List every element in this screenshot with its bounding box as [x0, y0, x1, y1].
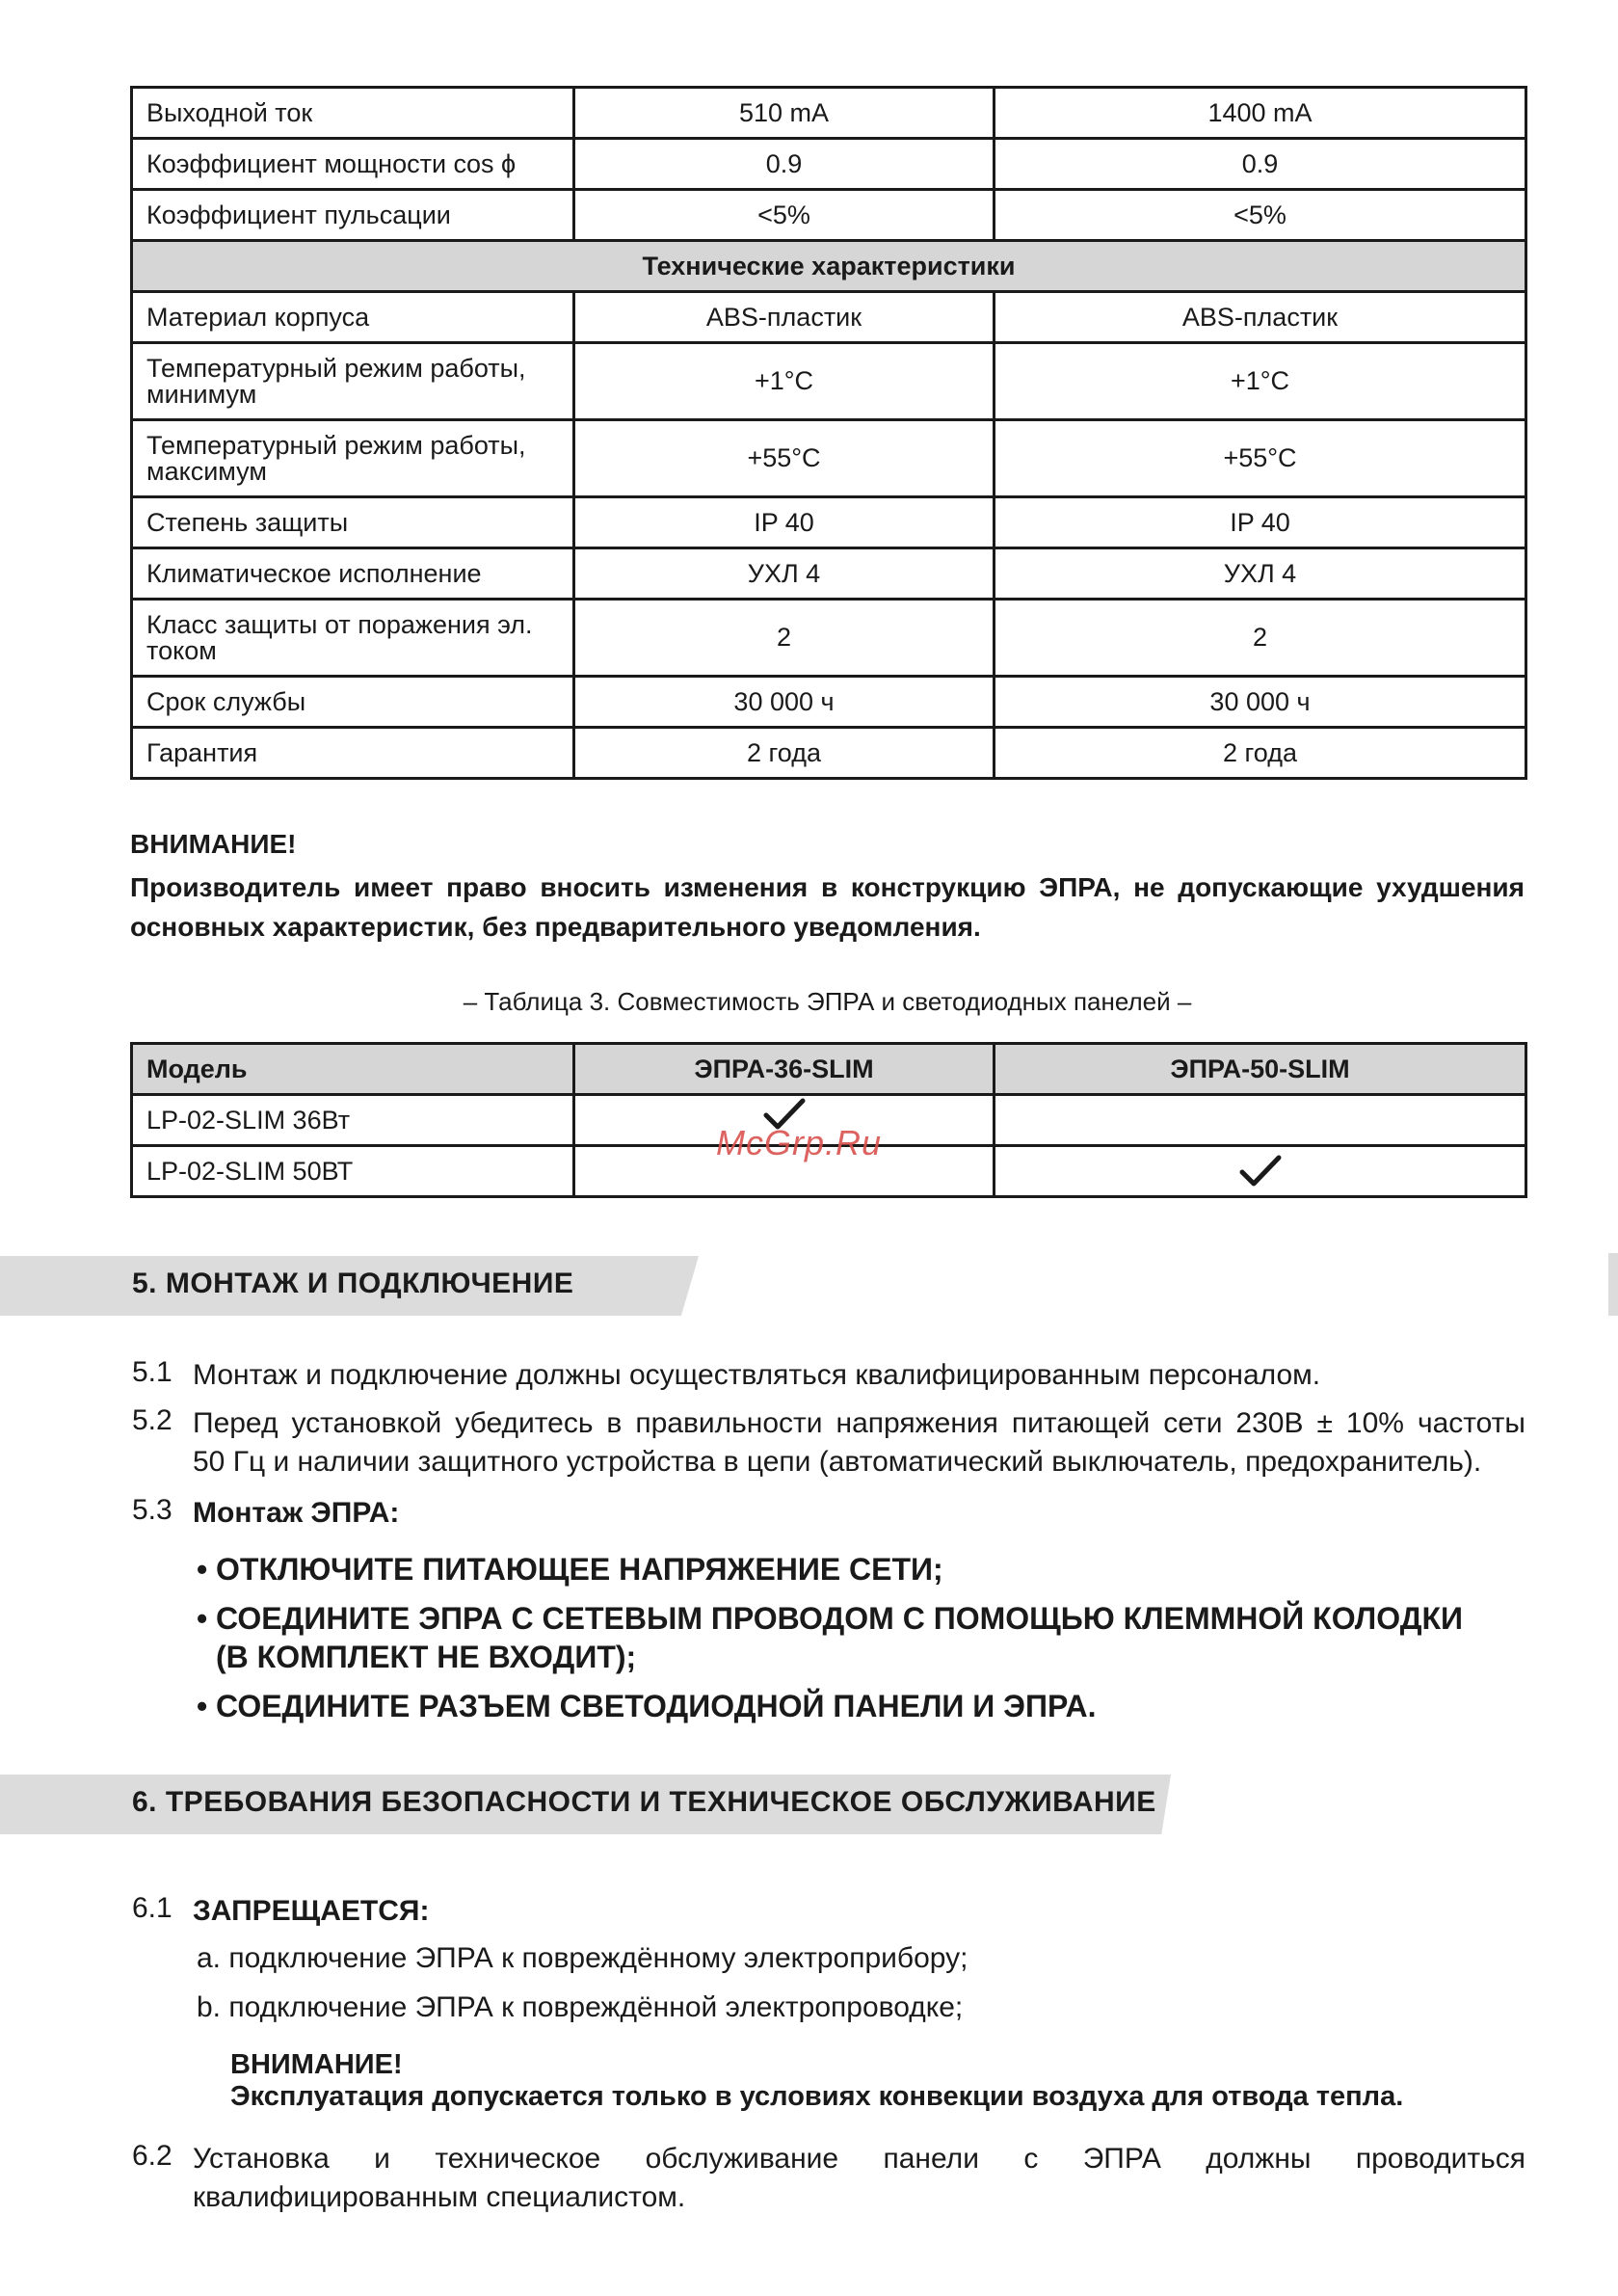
watermark: McGrp.Ru	[716, 1123, 883, 1162]
table-row	[132, 677, 1526, 728]
warning-text: Производитель имеет право вносить изменения в конструкцию ЭПРА, не допускающие ухудшения основных характеристик, без предварительного уведомления.	[130, 872, 1525, 942]
checkmark-icon	[1239, 1155, 1282, 1188]
sub-item: b. подключение ЭПРА к повреждённой электропроводке;	[197, 1991, 964, 2023]
value-cell: УХЛ 4	[574, 548, 995, 600]
table-row	[132, 728, 1526, 779]
value-cell: +1°C	[995, 343, 1526, 420]
bullet-item	[197, 1687, 1096, 1725]
item-number: 5.1	[132, 1356, 172, 1388]
value-cell: <5%	[574, 190, 995, 241]
value-cell: IP 40	[574, 497, 995, 548]
value-cell: 2 года	[574, 728, 995, 779]
item-text: квалифицированным специалистом.	[193, 2181, 686, 2213]
value-cell: 0.9	[574, 139, 995, 190]
table-caption: – Таблица 3. Совместимость ЭПРА и светодиодных панелей –	[463, 987, 1192, 1016]
spec-table	[130, 86, 1527, 780]
table-row	[132, 190, 1526, 241]
section-title: 5. МОНТАЖ И ПОДКЛЮЧЕНИЕ	[132, 1268, 574, 1299]
row-label: Температурный режим работы, максимум	[132, 420, 574, 497]
column-header: Модель	[132, 1044, 574, 1095]
bullet-continuation: (В КОМПЛЕКТ НЕ ВХОДИТ);	[216, 1640, 637, 1674]
row-label: Температурный режим работы, минимум	[132, 343, 574, 420]
row-label: Коэффициент пульсации	[132, 190, 574, 241]
item-text: Монтаж и подключение должны осуществляться квалифицированным персоналом.	[193, 1359, 1321, 1391]
table-row	[132, 548, 1526, 600]
bullet-text: ОТКЛЮЧИТЕ ПИТАЮЩЕЕ НАПРЯЖЕНИЕ СЕТИ;	[216, 1552, 943, 1587]
section-title: 6. ТРЕБОВАНИЯ БЕЗОПАСНОСТИ И ТЕХНИЧЕСКОЕ ОБСЛУЖИВАНИЕ	[132, 1786, 1156, 1818]
value-cell: +55°C	[574, 420, 995, 497]
item-text: Перед установкой убедитесь в правильности напряжения питающей сети 230В ± 10% частоты	[193, 1407, 1525, 1439]
note-title: ВНИМАНИЕ!	[230, 2049, 403, 2080]
note-text: Эксплуатация допускается только в условиях конвекции воздуха для отвода тепла.	[230, 2081, 1404, 2112]
bullet-text: СОЕДИНИТЕ ЭПРА С СЕТЕВЫМ ПРОВОДОМ С ПОМОЩЬЮ КЛЕММНОЙ КОЛОДКИ	[216, 1601, 1464, 1636]
value-cell: 30 000 ч	[574, 677, 995, 728]
compatibility-table	[130, 1042, 1527, 1198]
bullet-item	[197, 1599, 1463, 1638]
table-header-row	[132, 1044, 1526, 1095]
item-text: 50 Гц и наличии защитного устройства в цепи (автоматический выключатель, предохранитель).	[193, 1446, 1482, 1478]
value-cell: IP 40	[995, 497, 1526, 548]
value-cell: 30 000 ч	[995, 677, 1526, 728]
bullet-item	[197, 1550, 943, 1589]
item-text: ЗАПРЕЩАЕТСЯ:	[193, 1895, 430, 1927]
table-row	[132, 292, 1526, 343]
table-row	[132, 600, 1526, 677]
bullet-icon: •	[197, 1689, 208, 1723]
column-header: ЭПРА-36-SLIM	[574, 1044, 995, 1095]
item-text: Монтаж ЭПРА:	[193, 1497, 400, 1529]
row-label: Класс защиты от поражения эл. током	[132, 600, 574, 677]
item-number: 6.1	[132, 1892, 172, 1924]
table-row	[132, 88, 1526, 139]
compat-cell	[995, 1146, 1526, 1197]
table-row	[132, 139, 1526, 190]
value-cell: <5%	[995, 190, 1526, 241]
item-number: 5.2	[132, 1404, 172, 1436]
row-label: Климатическое исполнение	[132, 548, 574, 600]
table-row	[132, 420, 1526, 497]
bullet-icon: •	[197, 1601, 208, 1636]
row-label: Коэффициент мощности cos ϕ	[132, 139, 574, 190]
column-header: ЭПРА-50-SLIM	[995, 1044, 1526, 1095]
value-cell: +55°C	[995, 420, 1526, 497]
value-cell: +1°C	[574, 343, 995, 420]
value-cell: ABS-пластик	[995, 292, 1526, 343]
value-cell: 0.9	[995, 139, 1526, 190]
section-header-row	[132, 241, 1526, 292]
table-row	[132, 497, 1526, 548]
model-cell: LP-02-SLIM 36Вт	[132, 1095, 574, 1146]
row-label: Срок службы	[132, 677, 574, 728]
value-cell: ABS-пластик	[574, 292, 995, 343]
item-number: 5.3	[132, 1494, 172, 1526]
value-cell: 2	[574, 600, 995, 677]
bullet-text: СОЕДИНИТЕ РАЗЪЕМ СВЕТОДИОДНОЙ ПАНЕЛИ И ЭПРА.	[216, 1689, 1097, 1723]
model-cell: LP-02-SLIM 50ВТ	[132, 1146, 574, 1197]
value-cell: 1400 mA	[995, 88, 1526, 139]
bullet-icon: •	[197, 1552, 208, 1587]
edge-decoration	[1608, 1253, 1618, 1316]
value-cell: УХЛ 4	[995, 548, 1526, 600]
row-label: Степень защиты	[132, 497, 574, 548]
warning-title: ВНИМАНИЕ!	[130, 829, 297, 859]
item-text: Установка и техническое обслуживание панели с ЭПРА должны проводиться	[193, 2143, 1525, 2175]
value-cell: 510 mA	[574, 88, 995, 139]
row-label: Гарантия	[132, 728, 574, 779]
sub-item: a. подключение ЭПРА к повреждённому электроприбору;	[197, 1942, 968, 1974]
compat-cell	[995, 1095, 1526, 1146]
table-row	[132, 343, 1526, 420]
row-label: Выходной ток	[132, 88, 574, 139]
value-cell: 2 года	[995, 728, 1526, 779]
section-header: Технические характеристики	[132, 241, 1526, 292]
value-cell: 2	[995, 600, 1526, 677]
item-number: 6.2	[132, 2140, 172, 2172]
row-label: Материал корпуса	[132, 292, 574, 343]
